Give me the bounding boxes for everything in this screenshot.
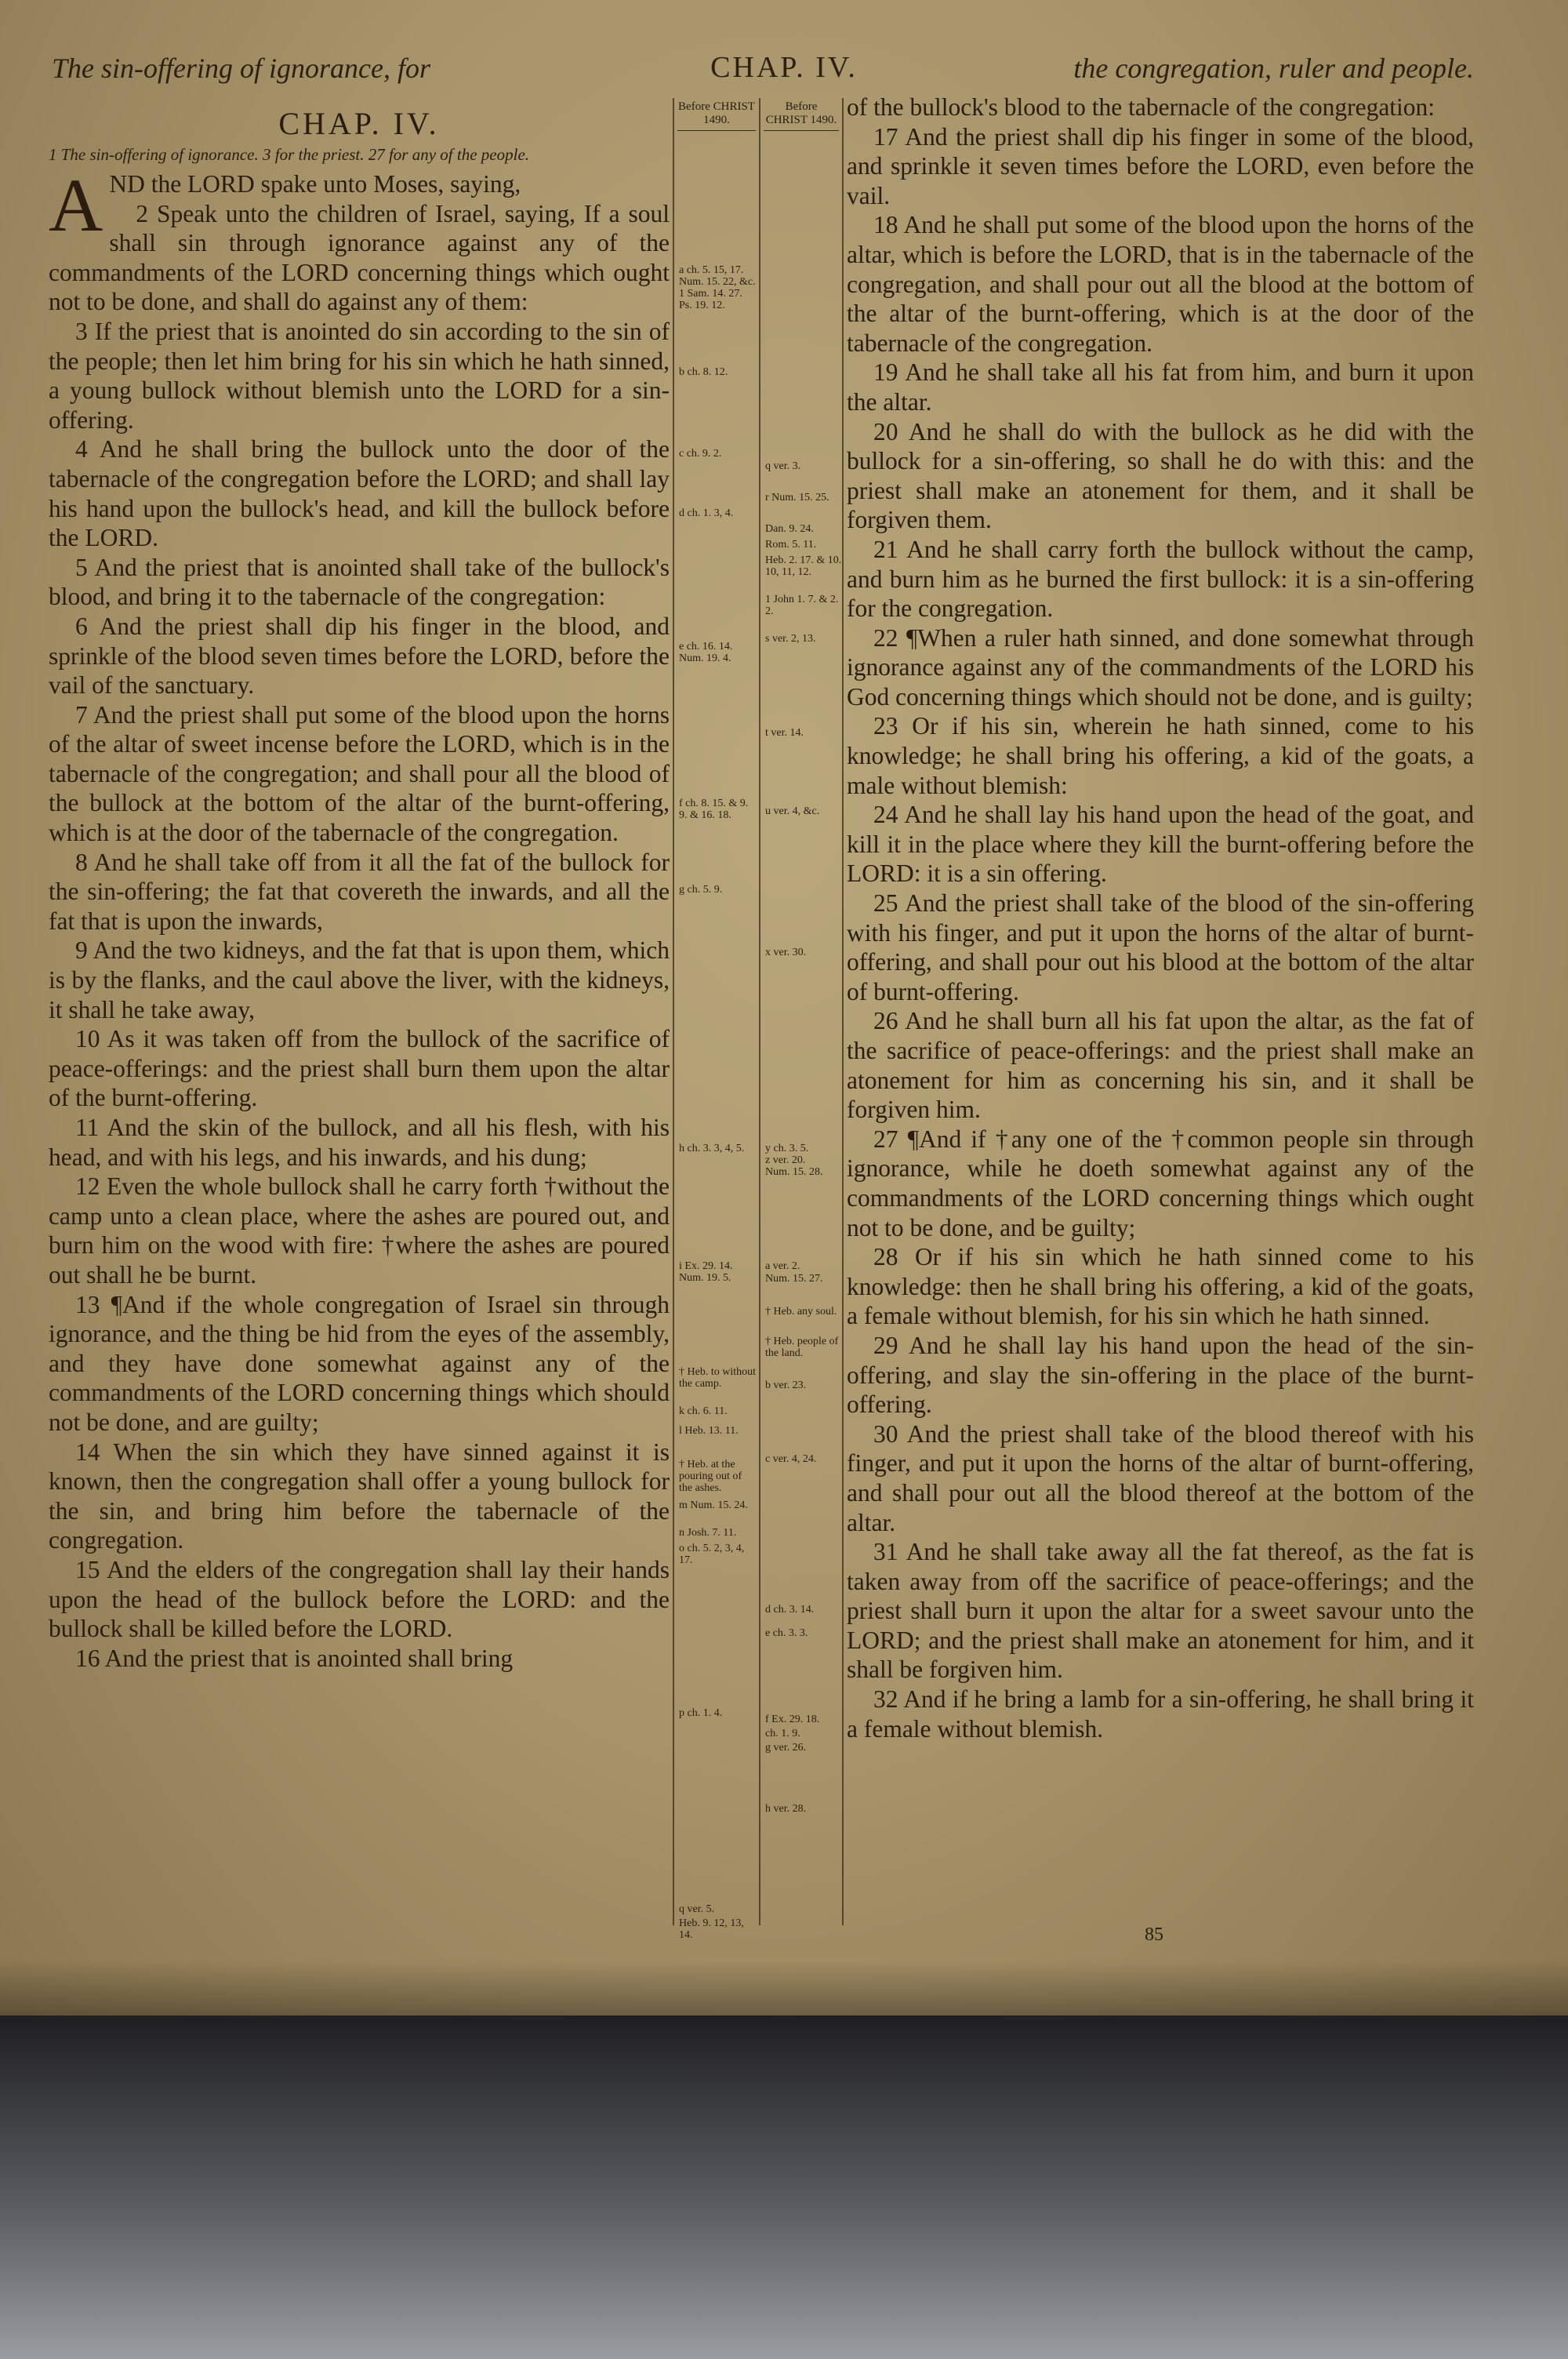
verse: 18 And he shall put some of the blood upon the horns of the altar, which is before the LORD, that is in the tabernacle of the congregation, and shall pour out all the blood at the bottom of the altar of the burnt-offering, which is at the door of the tabernacle of the congregation. [847, 211, 1474, 357]
left-text-column [49, 104, 670, 1673]
margin-reference: x ver. 30. [765, 947, 807, 958]
drop-cap: A [49, 163, 103, 247]
margin-reference: y ch. 3. 5. [765, 1143, 809, 1154]
verse: ND the LORD spake unto Moses, saying, [109, 170, 521, 198]
verse: 17 And the priest shall dip his finger in some of the blood, and sprinkle it seven times before the LORD, even before the vail. [847, 122, 1474, 209]
margin-reference: b ver. 23. [765, 1379, 807, 1391]
verse: 26 And he shall burn all his fat upon the altar, as the fat of the sacrifice of peace-offerings: and the priest shall make an atonement for him as concerning his sin, and it shall be forgiven him. [847, 1007, 1474, 1124]
before-christ-label: Before CHRIST 1490. [764, 100, 839, 131]
verse: 12 Even the whole bullock shall he carry forth †without the camp unto a clean place, where the ashes are poured out, and burn him on the wood with fire: †where the ashes are poured out shall he be burnt. [49, 1172, 670, 1289]
verse: 28 Or if his sin which he hath sinned come to his knowledge: then he shall bring his offering, a kid of the goats, a female without blemish, for his sin which he hath sinned. [847, 1243, 1474, 1330]
verse: 29 And he shall lay his hand upon the head of the sin-offering, and slay the sin-offering in the place of the burnt-offering. [847, 1331, 1474, 1419]
margin-reference: b ch. 8. 12. [679, 366, 728, 378]
margin-reference: f Ex. 29. 18. [765, 1714, 820, 1725]
margin-reference: k ch. 6. 11. [679, 1405, 728, 1417]
margin-reference: r Num. 15. 25. [765, 492, 829, 503]
right-verse-list [847, 93, 1474, 1743]
margin-reference: Heb. 2. 17. & 10. 10, 11, 12. [765, 554, 842, 578]
verse: 23 Or if his sin, wherein he hath sinned, come to his knowledge; he shall bring his offering, a kid of the goats, a male without blemish: [847, 712, 1474, 799]
margin-reference: Dan. 9. 24. [765, 523, 814, 535]
margin-reference: s ver. 2, 13. [765, 633, 816, 645]
margin-reference: d ch. 1. 3, 4. [679, 507, 734, 519]
verse: 16 And the priest that is anointed shall bring [75, 1644, 514, 1672]
margin-reference: Num. 15. 27. [765, 1273, 823, 1285]
verse: 6 And the priest shall dip his finger in the blood, and sprinkle of the blood seven times before the LORD, before the vail of the sanctuary. [49, 612, 670, 700]
margin-reference: p ch. 1. 4. [679, 1707, 723, 1719]
verse: 25 And the priest shall take of the blood of the sin-offering with his finger, and put it upon the horns of the altar of burnt-offering, and shall pour out his blood at the bottom of the altar of burnt-offering. [847, 889, 1474, 1005]
verse: 4 And he shall bring the bullock unto the door of the tabernacle of the congregation before the LORD; and shall lay his hand upon the bullock's head, and kill the bullock before the LORD. [49, 435, 670, 552]
margin-reference: n Josh. 7. 11. [679, 1527, 737, 1539]
margin-reference: Rom. 5. 11. [765, 539, 817, 551]
margin-reference: t ver. 14. [765, 727, 804, 739]
margin-reference: c ch. 9. 2. [679, 448, 722, 460]
verse: of the bullock's blood to the tabernacle of the congregation: [847, 93, 1436, 121]
chapter-heading: CHAP. IV. [278, 106, 440, 141]
margin-reference: l Heb. 13. 11. [679, 1425, 739, 1437]
margin-reference: d ch. 3. 14. [765, 1604, 815, 1616]
chapter-summary: 1 The sin-offering of ignorance. 3 for the priest. 27 for any of the people. [49, 145, 530, 164]
verse: 24 And he shall lay his hand upon the head of the goat, and kill it in the place where they kill the burnt-offering before the LORD: it is a sin offering. [847, 801, 1474, 888]
verse: 3 If the priest that is anointed do sin according to the sin of the people; then let him bring for his sin which he hath sinned, a young bullock without blemish unto the LORD for a sin-offering. [49, 317, 670, 434]
page-number: 85 [1145, 1925, 1163, 1945]
verse: 14 When the sin which they have sinned against it is known, then the congregation shall offer a young bullock for the sin, and bring him before the tabernacle of the congregation. [49, 1438, 670, 1554]
verse: 22 ¶When a ruler hath sinned, and done somewhat through ignorance against any of the commandments of the LORD his God concerning things which should not be done, and is guilty; [847, 623, 1474, 711]
margin-reference: Num. 15. 28. [765, 1166, 823, 1178]
verse: 7 And the priest shall put some of the blood upon the horns of the altar of sweet incense before the LORD, which is in the tabernacle of the congregation; and shall pour all the blood of the bullock at the bottom of the altar of the burnt-offering, which is at the door of the tabernacle of the congregation. [49, 700, 670, 847]
verse: 19 And he shall take all his fat from him, and burn it upon the altar. [847, 358, 1474, 416]
running-head-left: The sin-offering of ignorance, for [52, 53, 430, 84]
margin-reference: h ver. 28. [765, 1803, 807, 1815]
verse: 13 ¶And if the whole congregation of Israel sin through ignorance, and the thing be hid from the eyes of the assembly, and they have done somewhat against any of the commandments of the LORD concerning things which should not be done, and are guilty; [49, 1290, 670, 1436]
margin-reference: o ch. 5. 2, 3, 4, 17. [679, 1543, 745, 1566]
verse: 9 And the two kidneys, and the fat that is upon them, which is by the flanks, and the caul above the liver, with the kidneys, it shall he take away, [49, 936, 670, 1023]
right-text-column [847, 93, 1474, 1743]
verse: 2 Speak unto the children of Israel, saying, If a soul shall sin through ignorance against any of the commandments of the LORD concerning things which ought not to be done, and shall do against any of them: [49, 199, 670, 316]
margin-reference: † Heb. to without the camp. [679, 1366, 756, 1390]
column-rule [673, 98, 674, 1925]
column-rule [842, 98, 844, 1925]
running-head-center: CHAP. IV. [710, 51, 858, 84]
verse: 10 As it was taken off from the bullock of the sacrifice of peace-offerings: and the priest shall burn them upon the altar of the burnt-offering. [49, 1025, 670, 1112]
margin-reference: e ch. 16. 14. Num. 19. 4. [679, 641, 733, 664]
margin-references-inner [677, 100, 756, 1941]
margin-reference: q ver. 5. [679, 1903, 715, 1915]
margin-reference: c ver. 4, 24. [765, 1453, 817, 1465]
margin-reference: Heb. 9. 12, 13, 14. [679, 1917, 744, 1941]
margin-reference: a ver. 2. [765, 1260, 800, 1272]
left-verse-list [49, 163, 670, 1673]
margin-reference: a ch. 5. 15, 17. Num. 15. 22, &c. 1 Sam. 14. 27. Ps. 19. 12. [679, 264, 756, 311]
margin-reference: m Num. 15. 24. [679, 1499, 748, 1511]
before-christ-label: Before CHRIST 1490. [677, 100, 756, 131]
margin-reference: 1 John 1. 7. & 2. 2. [765, 594, 839, 617]
verse: 32 And if he bring a lamb for a sin-offering, he shall bring it a female without blemish. [847, 1685, 1474, 1743]
verse: 30 And the priest shall take of the blood thereof with his finger, and put it upon the horns of the altar of burnt-offering, and shall pour out all the blood thereof at the bottom of the altar. [847, 1419, 1474, 1536]
margin-reference: h ch. 3. 3, 4, 5. [679, 1143, 745, 1154]
margin-reference: ch. 1. 9. [765, 1728, 800, 1739]
margin-reference: f ch. 8. 15. & 9. 9. & 16. 18. [679, 798, 749, 821]
verse: 21 And he shall carry forth the bullock without the camp, and burn him as he burned the first bullock: it is a sin-offering for the congregation. [847, 535, 1474, 623]
verse: 11 And the skin of the bullock, and all his flesh, with his head, and with his legs, and his inwards, and his dung; [49, 1114, 670, 1171]
background-surface [0, 2016, 1568, 2359]
margin-reference: g ch. 5. 9. [679, 884, 723, 896]
margin-reference: † Heb. people of the land. [765, 1336, 839, 1359]
margin-reference: i Ex. 29. 14. Num. 19. 5. [679, 1260, 733, 1284]
verse: 20 And he shall do with the bullock as he did with the bullock for a sin-offering, so shall he do with this: and the priest shall make an atonement for them, and it shall be forgiven them. [847, 417, 1474, 534]
verse: 27 ¶And if †any one of the †common people sin through ignorance, while he doeth somewhat against any of the commandments of the LORD concerning things which ought not to be done, and be guilty; [847, 1125, 1474, 1241]
running-head-right: the congregation, ruler and people. [1073, 53, 1474, 84]
margin-references-outer [764, 100, 842, 1815]
margin-reference: † Heb. any soul. [765, 1306, 837, 1318]
verse: 31 And he shall take away all the fat thereof, as the fat is taken away from off the sacrifice of peace-offerings; and the priest shall burn it upon the altar for a sweet savour unto the LORD; and the priest shall make an atonement for him, and it shall be forgiven him. [847, 1538, 1474, 1684]
margin-reference: g ver. 26. [765, 1742, 807, 1754]
verse: 5 And the priest that is anointed shall take of the bullock's blood, and bring it to the tabernacle of the congregation: [49, 553, 670, 611]
verse: 15 And the elders of the congregation shall lay their hands upon the head of the bullock before the LORD: and the bullock shall be killed before the LORD. [49, 1555, 670, 1643]
margin-reference: u ver. 4, &c. [765, 805, 820, 817]
margin-reference: q ver. 3. [765, 460, 801, 472]
margin-reference: † Heb. at the pouring out of the ashes. [679, 1459, 742, 1494]
column-rule [759, 98, 760, 1925]
margin-reference: e ch. 3. 3. [765, 1627, 808, 1639]
margin-reference: z ver. 20. [765, 1154, 806, 1166]
verse: 8 And he shall take off from it all the fat of the bullock for the sin-offering; the fat that covereth the inwards, and all the fat that is upon the inwards, [49, 848, 670, 935]
